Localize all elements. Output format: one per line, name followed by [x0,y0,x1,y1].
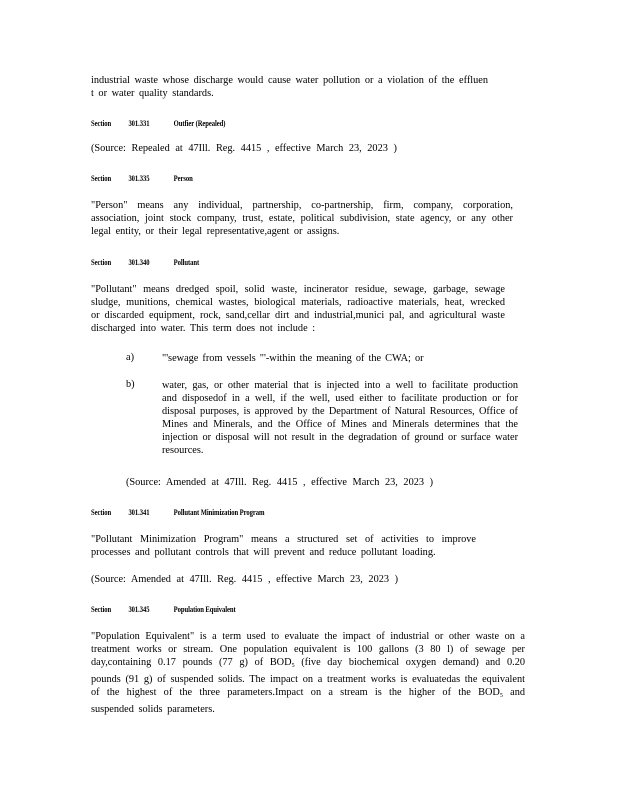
body-part-3: and suspended solids parameters. [91,687,525,715]
section-label: Section [91,507,112,517]
list-item-letter-a: a) [126,352,134,363]
source-note-301-331: (Source: Repealed at 47Ill. Reg. 4415 , effective March 23, 2023 ) [91,143,397,154]
body-part-1: "Population Equivalent" is a term used to evaluate the impact of industrial or other waste on a treatment works or stream. One population equivalent is 100 gallons (3 80 l) of sewage per day,containing 0.17 pounds (77 g) of BOD [91,631,525,668]
top-paragraph-text: industrial waste whose discharge would cause water pollution or a violation of the effluen t or water quality standards. [91,75,488,99]
source-note-301-340: (Source: Amended at 47Ill. Reg. 4415 , effective March 23, 2023 ) [126,477,434,488]
definition-pmp-text: "Pollutant Minimization Program" means a structured set of activities to improve processes and pollutant controls that will prevent and reduce pollutant loading. [91,534,476,558]
subscript: 5 [499,693,503,699]
definition-population-equivalent [91,630,525,716]
definition-population-equivalent-text [91,630,525,716]
subscript: 5 [291,663,295,669]
section-number: 301.335 [128,173,150,183]
section-label: Section [91,257,112,267]
section-title: Person [173,173,193,183]
section-number: 301.341 [128,507,150,517]
section-heading-301-335 [91,173,193,183]
list-item-a: "'sewage from vessels "'-within the meaning of the CWA; or [162,353,424,364]
section-label: Section [91,173,112,183]
definition-person-text: "Person" means any individual, partnership, co-partnership, firm, company, corporation, association, joint stock company, trust, estate, political subdivision, state agency, or any other legal entity, or their legal representative,agent or assigns. [91,200,513,237]
section-heading-301-340 [91,257,199,267]
section-number: 301.345 [128,604,150,614]
section-title: Outfier (Repealed) [173,118,226,128]
section-title: Pollutant Minimization Program [173,507,265,517]
section-number: 301.331 [128,118,150,128]
section-heading-301-341 [91,507,264,517]
section-heading-301-345 [91,604,236,614]
section-label: Section [91,604,112,614]
definition-pollutant [91,283,505,335]
section-title: Pollutant [173,257,200,267]
section-label: Section [91,118,112,128]
section-title: Population Equivalent [173,604,236,614]
list-item-letter-b: b) [126,379,135,390]
top-paragraph [91,74,488,100]
section-number: 301.340 [128,257,150,267]
definition-pollutant-text: "Pollutant" means dredged spoil, solid waste, incinerator residue, sewage, garbage, sewage sludge, munitions, chemical wastes, biological materials, radioactive materials, heat, wrecked or discarded equipment, rock, sand,cellar dirt and industrial,munici pal, and agricultural waste discharged into water. This term does not include : [91,284,505,334]
definition-pmp [91,533,476,559]
definition-person [91,199,513,238]
section-heading-301-331 [91,118,225,128]
body-part-2: (five day biochemical oxygen demand) and 0.20 pounds (91 g) of suspended solids. The impact on a treatment works is evaluatedas the equivalent of the highest of the three parameters.Impact on a stream is the higher of the BOD [91,657,525,698]
list-item-b: water, gas, or other material that is injected into a well to facilitate production and disposedof in a well, if the well, used either to facilitate production or for disposal purposes, is approved by the Department of Natural Resources, Office of Mines and Minerals, and the Office of Mines and Minerals determines that the injection or disposal will not result in the degradation of ground or surface water resources. [162,380,518,456]
source-note-301-341: (Source: Amended at 47Ill. Reg. 4415 , effective March 23, 2023 ) [91,574,399,585]
